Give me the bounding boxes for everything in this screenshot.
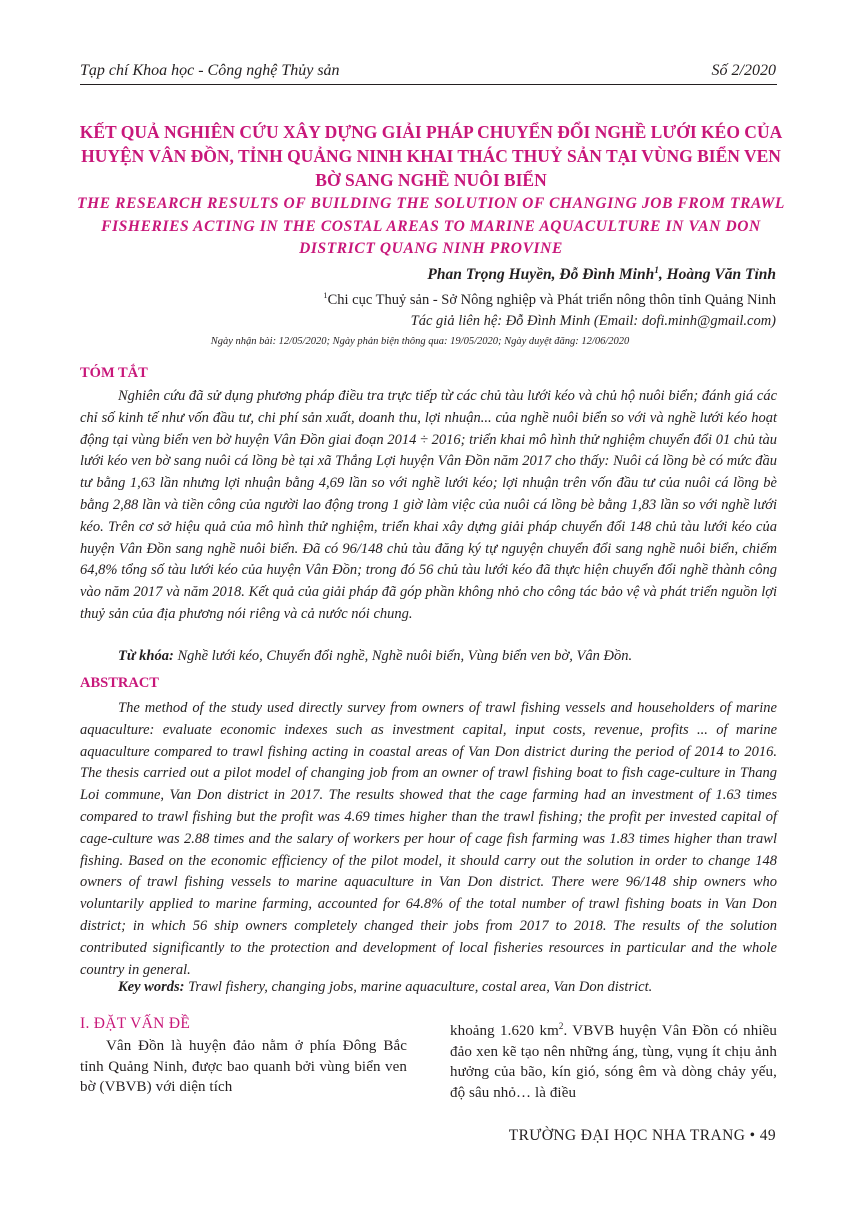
abstract-en-body: The method of the study used directly survey from owners of trawl fishing vessels and householders of marine aquaculture: evaluate economic indexes such as investment capital, input costs, revenue, profits ... of marine aquaculture compared to trawl fishing acting in coastal areas of Van Don district during the period of 2014 to 2016. The thesis carried out a pilot model of changing job from an owner of trawl fishing boat to fish cage-culture in Thang Loi commune, Van Don district in 2017. The results showed that the cage farming had an investment of 1.63 times compared to trawl fishing but the profit was 4.69 times higher than the trawl fishing; the profit per invested capital of cage-culture was 2.88 times and the salary of workers per hour of cage fish farming was 1.83 times higher than trawl fishing. Based on the economic efficiency of the pilot model, it should carry out the solution in order to change 148 owners of trawl fishing vessels to marine aquaculture in Van Don district. There were 96/148 ship owners who voluntarily applied to marine farming, accounted for 64.8% of the total number of trawl fishing boats in Van Don district; in which 56 ship owners completely changed their jobs from 2017 to 2018. The results of the solution contributed significantly to the protection and development of local fisheries resources in particular and the whole country in general. — [80, 700, 777, 978]
section-1-right-column — [450, 1016, 777, 1103]
author-2: Đỗ Đình Minh — [559, 266, 655, 284]
right-column-text-start: khoảng 1.620 km — [450, 1023, 559, 1039]
page-footer: TRƯỜNG ĐẠI HỌC NHA TRANG • 49 — [508, 1127, 776, 1144]
abstract-vi-heading: TÓM TẮT — [80, 365, 148, 381]
title-vietnamese: KẾT QUẢ NGHIÊN CỨU XÂY DỰNG GIẢI PHÁP CHUYỂN ĐỔI NGHỀ LƯỚI KÉO CỦA HUYỆN VÂN ĐỒN, TỈNH QUẢNG NINH KHAI THÁC THUỶ SẢN TẠI VÙNG BIỂN VEN BỜ SANG NGHỀ NUÔI BIỂN — [79, 122, 783, 190]
title-english: THE RESEARCH RESULTS OF BUILDING THE SOLUTION OF CHANGING JOB FROM TRAWL FISHERIES ACTING IN THE COSTAL AREAS TO MARINE AQUACULTURE IN VAN DON DISTRICT QUANG NINH PROVINE — [77, 195, 785, 257]
affiliation — [323, 290, 776, 309]
keywords-vi — [80, 648, 777, 665]
author-2-affiliation-mark: 1 — [654, 266, 659, 276]
keywords-vi-label: Từ khóa: — [118, 648, 174, 664]
right-column-text-end: . VBVB huyện Vân Đồn có nhiều đảo xen kẽ tạo nên những áng, tùng, vụng ít chịu ảnh hưởng của bão, kín gió, sóng êm và dòng chảy yếu, độ sâu nhỏ… là điều — [450, 1023, 777, 1101]
journal-name: Tạp chí Khoa học - Công nghệ Thủy sản — [80, 62, 340, 79]
abstract-en-heading: ABSTRACT — [80, 675, 159, 691]
abstract-vi-body: Nghiên cứu đã sử dụng phương pháp điều tra trực tiếp từ các chủ tàu lưới kéo và chủ hộ nuôi biển; đánh giá các chỉ số kinh tế như vốn đầu tư, chi phí sản xuất, doanh thu, lợi nhuận... của nghề nuôi biển so với và nghề lưới kéo hoạt động tại vùng biển ven bờ huyện Vân Đồn giai đoạn 2014 ÷ 2016; triển khai mô hình thử nghiệm chuyển đổi 01 chủ tàu lưới kéo ven bờ sang nuôi cá lồng bè tại xã Thắng Lợi huyện Vân Đồn năm 2017 cho thấy: Nuôi cá lồng bè có mức đầu tư bằng 1,63 lần nhưng lợi nhuận bằng 4,69 lần so với nghề lưới kéo; lợi nhuận trên vốn đầu tư của nuôi cá lồng bè bằng 2,88 lần và tiền công của người lao động trong 1 giờ làm việc của nuôi cá lồng bè bằng 1,83 lần so với nghề lưới kéo. Trên cơ sở hiệu quả của mô hình thử nghiệm, triển khai xây dựng giải pháp chuyển đổi 148 chủ tàu lưới kéo của huyện Vân Đồn sang nghề nuôi biển. Đã có 96/148 chủ tàu đăng ký tự nguyện chuyển đổi sang nghề nuôi biển, chiếm 64,8% tổng số tàu lưới kéo của huyện Vân Đồn; trong đó 56 chủ tàu lưới kéo đã thực hiện chuyển đổi nghề thành công vào năm 2017 và năm 2018. Kết quả của giải pháp đã góp phần không nhỏ cho công tác bảo vệ và phát triển nguồn lợi thuỷ sản của địa phương nói riêng và cả nước nói chung. — [80, 388, 777, 622]
section-1-heading: I. ĐẶT VẤN ĐỀ — [80, 1015, 191, 1032]
author-1: Phan Trọng Huyền, — [427, 266, 560, 284]
keywords-en-label: Key words: — [118, 979, 185, 995]
corresponding-author: Tác giả liên hệ: Đỗ Đình Minh (Email: dofi.minh@gmail.com) — [410, 313, 776, 329]
issue-number: Số 2/2020 — [711, 62, 776, 79]
affiliation-text: Chi cục Thuỷ sản - Sở Nông nghiệp và Phát triển nông thôn tỉnh Quảng Ninh — [327, 291, 776, 308]
author-3: , Hoàng Văn Tỉnh — [658, 266, 776, 284]
keywords-en — [80, 979, 777, 996]
affiliation-mark: 1 — [323, 290, 328, 300]
header-divider — [80, 84, 777, 85]
author-list — [427, 266, 776, 284]
keywords-vi-text: Nghề lưới kéo, Chuyển đổi nghề, Nghề nuôi biển, Vùng biển ven bờ, Vân Đồn. — [173, 648, 633, 664]
area-unit-superscript: 2 — [558, 1021, 564, 1031]
section-1-left-column: Vân Đồn là huyện đảo nằm ở phía Đông Bắc tỉnh Quảng Ninh, được bao quanh bởi vùng biển ven bờ (VBVB) với diện tích — [80, 1038, 407, 1095]
keywords-en-text: Trawl fishery, changing jobs, marine aquaculture, costal area, Van Don district. — [184, 979, 653, 995]
submission-dates: Ngày nhận bài: 12/05/2020; Ngày phản biện thông qua: 19/05/2020; Ngày duyệt đăng: 12/06/2020 — [210, 336, 630, 347]
